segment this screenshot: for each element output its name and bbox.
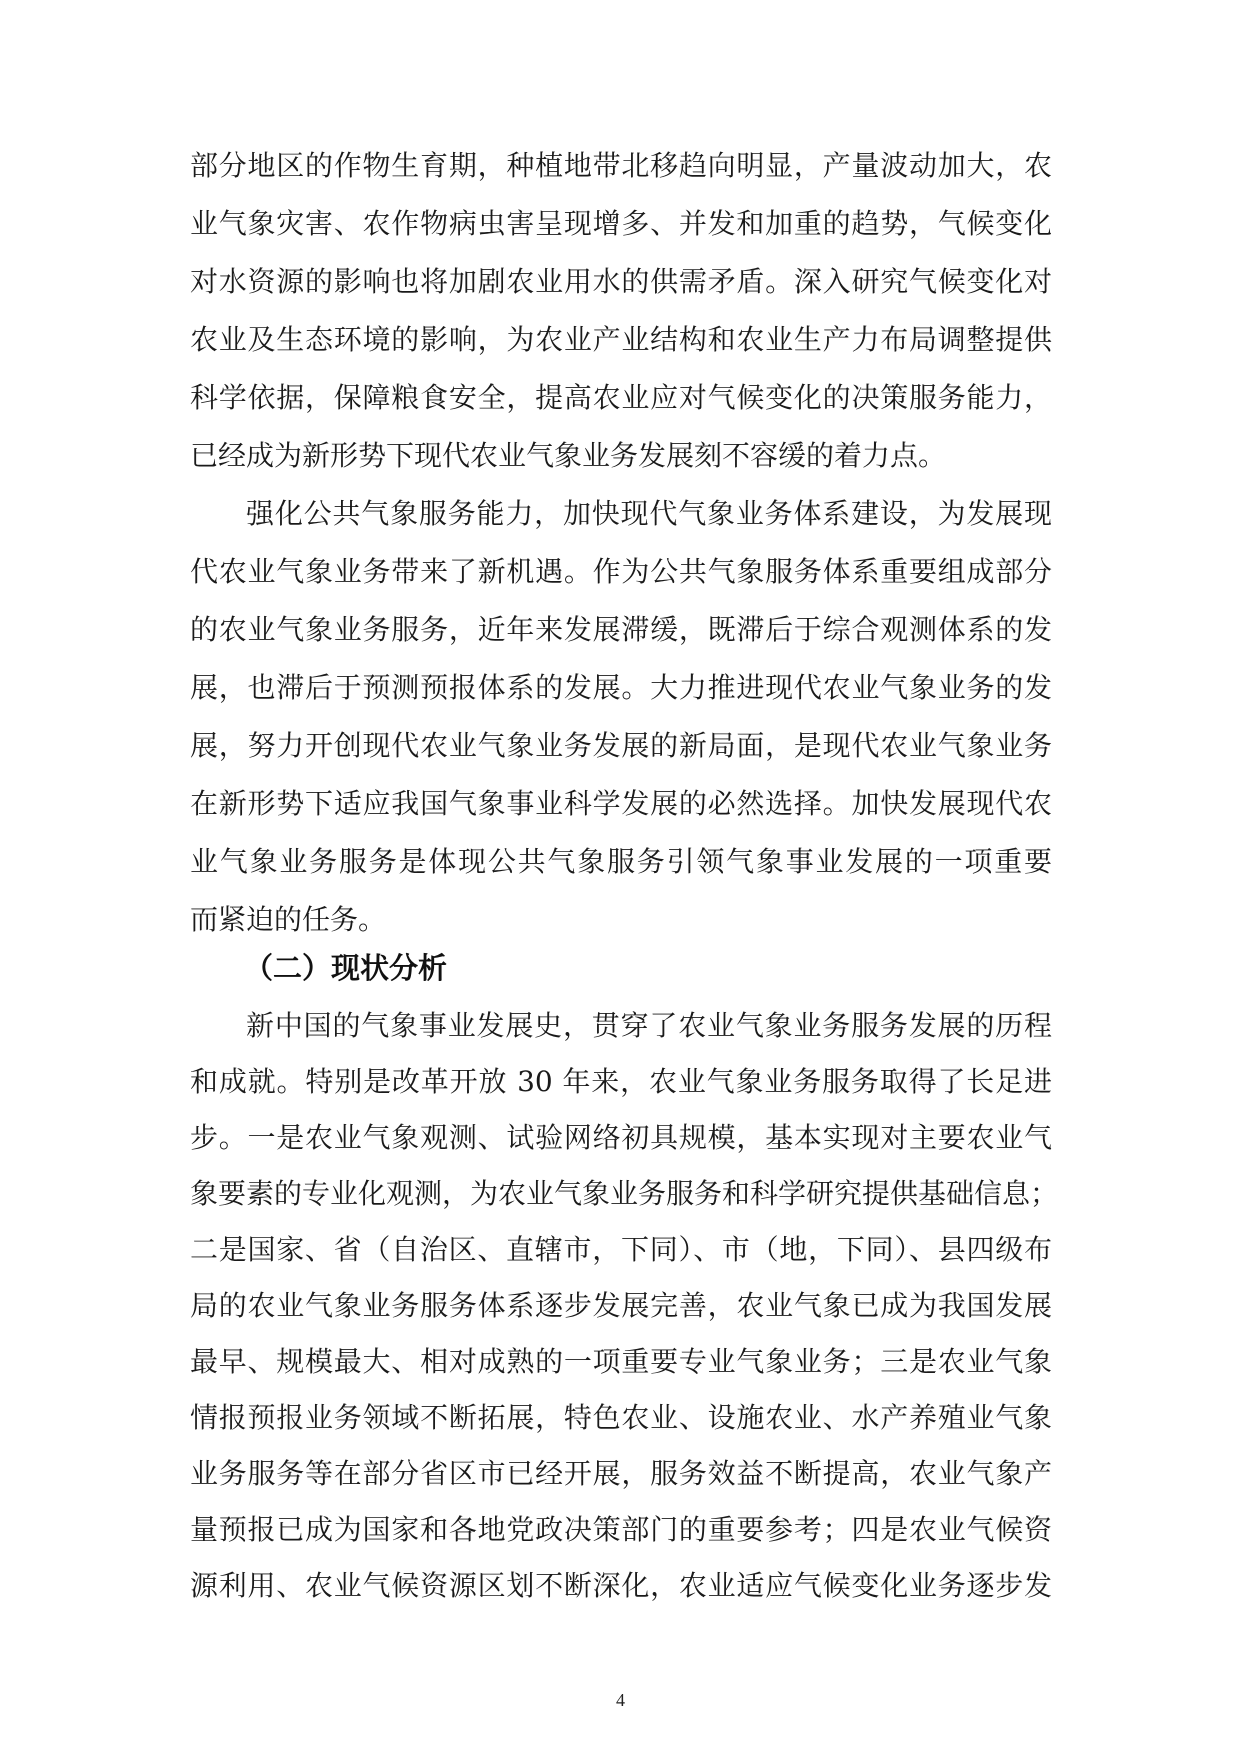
paragraph-line: 的农业气象业务服务，近年来发展滞缓，既滞后于综合观测体系的发 [190,613,1052,646]
paragraph-line: 业气象业务服务是体现公共气象服务引领气象事业发展的一项重要 [190,845,1052,878]
paragraph-line: 二是国家、省（自治区、直辖市，下同）、市（地，下同）、县四级布 [190,1233,1052,1266]
paragraph-line: 业务服务等在部分省区市已经开展，服务效益不断提高，农业气象产 [190,1457,1052,1490]
paragraph-line: 业气象灾害、农作物病虫害呈现增多、并发和加重的趋势，气候变化 [190,207,1052,240]
paragraph-line: 步。一是农业气象观测、试验网络初具规模，基本实现对主要农业气 [190,1121,1052,1154]
paragraph-line: 对水资源的影响也将加剧农业用水的供需矛盾。深入研究气候变化对 [190,265,1052,298]
paragraph-line: 展，也滞后于预测预报体系的发展。大力推进现代农业气象业务的发 [190,671,1052,704]
page-number: 4 [616,1690,625,1710]
paragraph-line: 最早、规模最大、相对成熟的一项重要专业气象业务；三是农业气象 [190,1345,1052,1378]
paragraph-line: 局的农业气象业务服务体系逐步发展完善，农业气象已成为我国发展 [190,1289,1052,1322]
paragraph-line: 农业及生态环境的影响，为农业产业结构和农业生产力布局调整提供 [190,323,1052,356]
paragraph-line: 部分地区的作物生育期，种植地带北移趋向明显，产量波动加大，农 [190,149,1052,182]
paragraph-line: 情报预报业务领域不断拓展，特色农业、设施农业、水产养殖业气象 [190,1401,1052,1434]
paragraph-line: 新中国的气象事业发展史，贯穿了农业气象业务服务发展的历程 [246,1009,1052,1042]
paragraph-line: 而紧迫的任务。 [190,903,387,936]
paragraph-line: 强化公共气象服务能力，加快现代气象业务体系建设，为发展现 [246,497,1052,530]
paragraph-line: 象要素的专业化观测，为农业气象业务服务和科学研究提供基础信息； [190,1177,1059,1210]
paragraph-line: 和成就。特别是改革开放 30 年来，农业气象业务服务取得了长足进 [190,1065,1052,1098]
paragraph-line: 科学依据，保障粮食安全，提高农业应对气候变化的决策服务能力， [190,381,1052,414]
paragraph-line: 展，努力开创现代农业气象业务发展的新局面，是现代农业气象业务 [190,729,1052,762]
paragraph-line: 代农业气象业务带来了新机遇。作为公共气象服务体系重要组成部分 [190,555,1052,588]
paragraph-line: 源利用、农业气候资源区划不断深化，农业适应气候变化业务逐步发 [190,1569,1052,1602]
paragraph-line: 在新形势下适应我国气象事业科学发展的必然选择。加快发展现代农 [190,787,1052,820]
paragraph-line: 已经成为新形势下现代农业气象业务发展刻不容缓的着力点。 [190,439,947,472]
section-heading: （二）现状分析 [244,951,448,985]
paragraph-line: 量预报已成为国家和各地党政决策部门的重要参考；四是农业气候资 [190,1513,1052,1546]
